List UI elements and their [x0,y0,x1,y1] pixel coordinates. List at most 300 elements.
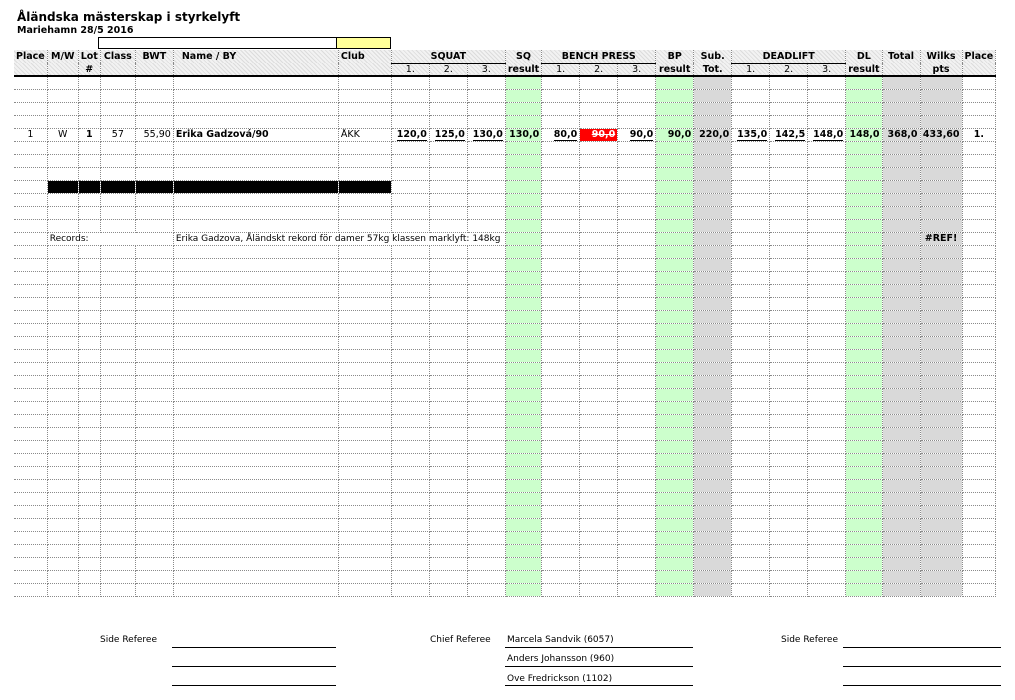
cell[interactable] [391,453,429,466]
cell[interactable] [770,531,808,544]
cell[interactable] [173,479,338,492]
cell[interactable] [808,167,846,180]
cell[interactable] [135,375,173,388]
cell[interactable] [505,518,541,531]
cell[interactable] [618,193,656,206]
cell[interactable] [770,219,808,232]
cell[interactable] [732,141,770,154]
cell[interactable] [656,427,694,440]
cell[interactable] [467,310,505,323]
cell[interactable] [770,349,808,362]
cell[interactable] [694,531,732,544]
cell[interactable] [505,544,541,557]
cell[interactable] [770,89,808,102]
cell[interactable] [505,89,541,102]
cell[interactable] [542,89,580,102]
cell[interactable] [808,505,846,518]
cell[interactable] [882,89,920,102]
cell[interactable] [78,310,100,323]
cell[interactable] [429,310,467,323]
cell[interactable] [770,336,808,349]
cell[interactable] [467,414,505,427]
cell[interactable] [846,518,882,531]
cell[interactable] [656,349,694,362]
cell[interactable] [100,388,135,401]
cell[interactable] [846,284,882,297]
cell[interactable] [542,245,580,258]
cell[interactable] [391,518,429,531]
cell[interactable] [962,258,996,271]
cell[interactable] [618,258,656,271]
cell[interactable] [882,154,920,167]
cell[interactable] [770,154,808,167]
cell[interactable] [656,232,694,245]
cell[interactable] [580,349,618,362]
cell[interactable] [78,544,100,557]
cell[interactable] [542,492,580,505]
cell[interactable] [100,141,135,154]
cell[interactable] [618,115,656,128]
cell[interactable] [732,570,770,583]
cell[interactable] [100,362,135,375]
cell[interactable] [467,271,505,284]
cell[interactable] [846,388,882,401]
cell[interactable] [732,388,770,401]
cell[interactable] [694,336,732,349]
cell[interactable] [656,76,694,89]
cell[interactable] [920,518,962,531]
side-referee-right-line-1[interactable] [843,647,1001,648]
cell[interactable] [694,206,732,219]
cell[interactable] [694,102,732,115]
cell[interactable] [135,427,173,440]
cell[interactable] [338,89,391,102]
cell[interactable] [542,336,580,349]
cell[interactable] [135,258,173,271]
cell[interactable] [429,323,467,336]
black-bar-cell[interactable] [173,180,338,193]
cell[interactable] [338,362,391,375]
cell[interactable] [542,141,580,154]
cell[interactable] [467,349,505,362]
cell[interactable] [505,570,541,583]
black-bar-cell[interactable] [100,180,135,193]
cell[interactable] [962,466,996,479]
cell[interactable] [429,102,467,115]
cell[interactable] [505,193,541,206]
cell[interactable] [505,310,541,323]
cell[interactable] [962,401,996,414]
cell[interactable] [808,193,846,206]
cell[interactable] [618,219,656,232]
cell[interactable] [846,180,882,193]
cell[interactable] [135,102,173,115]
cell[interactable] [14,492,47,505]
cell[interactable] [47,141,78,154]
cell[interactable] [694,115,732,128]
cell[interactable] [846,102,882,115]
cell[interactable] [135,505,173,518]
cell[interactable] [542,388,580,401]
cell[interactable] [100,583,135,596]
cell[interactable] [618,492,656,505]
cell[interactable] [338,141,391,154]
cell[interactable] [962,323,996,336]
cell[interactable] [656,518,694,531]
cell[interactable] [429,362,467,375]
cell[interactable] [429,76,467,89]
cell[interactable] [770,102,808,115]
cell[interactable] [580,518,618,531]
cell[interactable] [173,453,338,466]
cell[interactable] [808,271,846,284]
cell[interactable] [78,336,100,349]
cell[interactable] [656,479,694,492]
cell[interactable] [962,115,996,128]
cell[interactable] [542,583,580,596]
cell[interactable] [429,219,467,232]
cell[interactable] [173,557,338,570]
cell[interactable] [542,362,580,375]
cell[interactable] [920,336,962,349]
cell[interactable] [656,206,694,219]
cell[interactable] [542,505,580,518]
cell[interactable] [173,284,338,297]
cell[interactable] [505,297,541,310]
cell[interactable] [100,271,135,284]
cell[interactable] [338,154,391,167]
wilks-ref-error[interactable]: #REF! [920,232,962,245]
cell[interactable] [338,401,391,414]
cell[interactable] [100,167,135,180]
cell[interactable] [920,479,962,492]
cell[interactable] [173,219,338,232]
cell[interactable] [694,349,732,362]
cell[interactable] [338,102,391,115]
cell[interactable] [882,115,920,128]
cell[interactable] [962,219,996,232]
cell[interactable] [962,505,996,518]
bench-attempt-2-failed[interactable] [580,128,618,141]
cell[interactable] [429,271,467,284]
cell[interactable] [732,115,770,128]
cell[interactable] [100,193,135,206]
cell[interactable] [135,583,173,596]
cell[interactable] [135,336,173,349]
cell[interactable] [391,271,429,284]
cell[interactable] [732,89,770,102]
cell[interactable] [14,206,47,219]
cell[interactable] [173,206,338,219]
cell[interactable] [580,219,618,232]
cell[interactable] [580,258,618,271]
cell[interactable] [808,349,846,362]
cell[interactable] [920,362,962,375]
cell[interactable] [808,206,846,219]
cell[interactable] [882,141,920,154]
cell[interactable] [505,414,541,427]
cell[interactable] [732,323,770,336]
cell[interactable] [962,453,996,466]
cell[interactable] [542,167,580,180]
cell[interactable] [505,180,541,193]
cell[interactable] [505,258,541,271]
cell[interactable] [429,583,467,596]
cell[interactable] [656,583,694,596]
cell[interactable] [882,284,920,297]
cell[interactable] [732,453,770,466]
cell[interactable] [882,466,920,479]
cell[interactable] [135,297,173,310]
cell[interactable] [962,193,996,206]
cell[interactable] [962,440,996,453]
cell[interactable] [732,206,770,219]
cell[interactable] [770,518,808,531]
final-place[interactable] [962,128,996,141]
cell[interactable] [962,570,996,583]
cell[interactable] [732,531,770,544]
cell[interactable] [808,570,846,583]
cell[interactable] [808,414,846,427]
cell[interactable] [542,557,580,570]
cell[interactable] [467,362,505,375]
cell[interactable] [173,271,338,284]
cell[interactable] [542,258,580,271]
cell[interactable] [656,440,694,453]
cell[interactable] [429,115,467,128]
cell[interactable] [78,531,100,544]
records-text[interactable]: Erika Gadzova, Åländskt rekord för damer 57kg klassen marklyft: 148kg [173,232,505,245]
cell[interactable] [542,297,580,310]
cell[interactable] [732,557,770,570]
cell[interactable] [732,232,770,245]
cell[interactable] [580,479,618,492]
cell[interactable] [542,401,580,414]
cell[interactable] [732,154,770,167]
cell[interactable] [770,206,808,219]
cell[interactable] [808,232,846,245]
cell[interactable] [732,466,770,479]
cell[interactable] [656,362,694,375]
cell[interactable] [618,76,656,89]
cell[interactable] [47,219,78,232]
cell[interactable] [47,154,78,167]
cell[interactable] [882,206,920,219]
cell[interactable] [338,336,391,349]
cell[interactable] [100,570,135,583]
input-box-white[interactable] [98,37,337,49]
cell[interactable] [505,167,541,180]
cell[interactable] [732,297,770,310]
cell[interactable] [467,219,505,232]
cell[interactable] [135,531,173,544]
cell[interactable] [618,557,656,570]
cell[interactable] [14,141,47,154]
cell[interactable] [920,531,962,544]
cell[interactable] [135,440,173,453]
cell[interactable] [882,362,920,375]
cell[interactable] [770,505,808,518]
cell[interactable] [732,362,770,375]
cell[interactable] [618,297,656,310]
wilks-points[interactable] [920,128,962,141]
cell[interactable] [656,258,694,271]
cell[interactable] [656,89,694,102]
cell[interactable] [429,141,467,154]
cell[interactable] [135,193,173,206]
cell[interactable] [429,440,467,453]
cell[interactable] [732,193,770,206]
cell[interactable] [391,466,429,479]
cell[interactable] [78,154,100,167]
cell[interactable] [580,583,618,596]
cell[interactable] [78,401,100,414]
cell[interactable] [100,115,135,128]
cell[interactable] [391,544,429,557]
cell[interactable] [542,453,580,466]
cell[interactable] [429,518,467,531]
cell[interactable] [429,89,467,102]
cell[interactable] [338,583,391,596]
cell[interactable] [135,76,173,89]
cell[interactable] [429,492,467,505]
cell[interactable] [920,427,962,440]
cell[interactable] [47,284,78,297]
cell[interactable] [391,76,429,89]
cell[interactable] [920,583,962,596]
cell[interactable] [882,505,920,518]
cell[interactable] [47,388,78,401]
cell[interactable] [391,154,429,167]
cell[interactable] [173,336,338,349]
cell[interactable] [618,232,656,245]
cell[interactable] [920,154,962,167]
cell[interactable] [656,323,694,336]
cell[interactable] [846,206,882,219]
cell[interactable] [505,271,541,284]
cell[interactable] [882,531,920,544]
cell[interactable] [391,336,429,349]
cell[interactable] [14,167,47,180]
cell[interactable] [78,141,100,154]
cell[interactable] [618,89,656,102]
cell[interactable] [338,167,391,180]
cell[interactable] [882,388,920,401]
cell[interactable] [770,271,808,284]
cell[interactable] [505,245,541,258]
cell[interactable] [173,583,338,596]
cell[interactable] [846,336,882,349]
cell[interactable] [429,336,467,349]
cell[interactable] [467,388,505,401]
cell[interactable] [338,492,391,505]
cell[interactable] [846,89,882,102]
cell[interactable] [962,479,996,492]
cell[interactable] [656,570,694,583]
cell[interactable] [391,531,429,544]
cell[interactable] [732,427,770,440]
cell[interactable] [846,362,882,375]
cell[interactable] [770,362,808,375]
cell[interactable] [429,414,467,427]
cell[interactable] [100,206,135,219]
cell[interactable] [618,362,656,375]
cell[interactable] [78,115,100,128]
cell[interactable] [656,505,694,518]
cell[interactable] [14,323,47,336]
cell[interactable] [694,271,732,284]
cell[interactable] [882,518,920,531]
lifter-bwt[interactable] [135,128,173,141]
cell[interactable] [694,310,732,323]
cell[interactable] [808,453,846,466]
cell[interactable] [542,154,580,167]
cell[interactable] [338,76,391,89]
cell[interactable] [694,557,732,570]
cell[interactable] [429,284,467,297]
cell[interactable] [962,492,996,505]
cell[interactable] [542,466,580,479]
cell[interactable] [47,401,78,414]
cell[interactable] [656,453,694,466]
cell[interactable] [694,297,732,310]
cell[interactable] [338,427,391,440]
cell[interactable] [338,271,391,284]
cell[interactable] [694,362,732,375]
cell[interactable] [467,180,505,193]
cell[interactable] [429,570,467,583]
cell[interactable] [962,531,996,544]
cell[interactable] [542,518,580,531]
cell[interactable] [135,557,173,570]
cell[interactable] [882,310,920,323]
cell[interactable] [542,193,580,206]
cell[interactable] [467,375,505,388]
cell[interactable] [467,89,505,102]
cell[interactable] [846,531,882,544]
cell[interactable] [882,76,920,89]
cell[interactable] [770,492,808,505]
cell[interactable] [14,193,47,206]
cell[interactable] [732,336,770,349]
cell[interactable] [656,297,694,310]
cell[interactable] [618,180,656,193]
cell[interactable] [391,349,429,362]
cell[interactable] [47,310,78,323]
cell[interactable] [135,479,173,492]
cell[interactable] [14,258,47,271]
cell[interactable] [694,453,732,466]
cell[interactable] [920,414,962,427]
cell[interactable] [542,232,580,245]
cell[interactable] [618,544,656,557]
cell[interactable] [78,505,100,518]
cell[interactable] [391,180,429,193]
cell[interactable] [846,505,882,518]
cell[interactable] [47,336,78,349]
cell[interactable] [656,167,694,180]
cell[interactable] [173,258,338,271]
cell[interactable] [505,492,541,505]
cell[interactable] [808,336,846,349]
cell[interactable] [920,557,962,570]
lifter-lot[interactable] [78,128,100,141]
cell[interactable] [618,102,656,115]
cell[interactable] [618,206,656,219]
cell[interactable] [391,284,429,297]
cell[interactable] [882,258,920,271]
cell[interactable] [920,310,962,323]
